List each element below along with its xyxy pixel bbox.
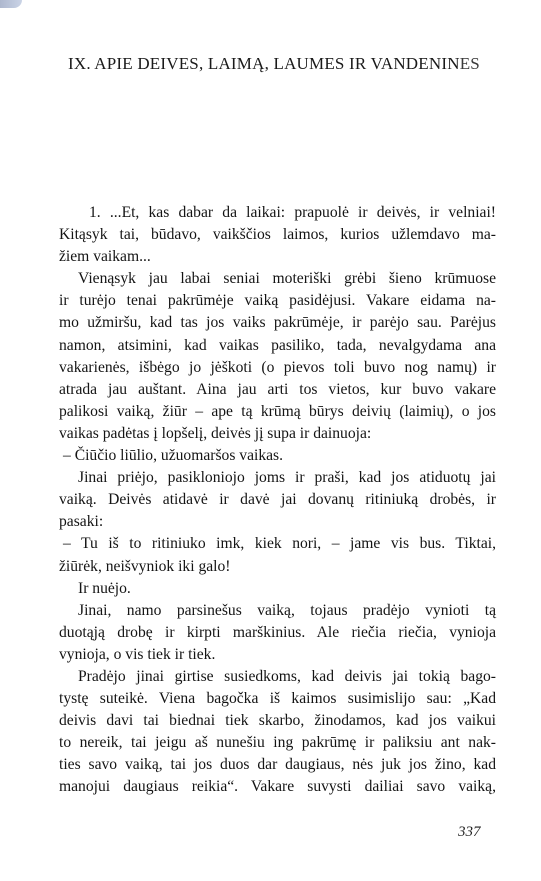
chapter-heading: [68, 54, 518, 74]
text-line: ties savo vaiką, tai jos duos dar daugiaus, nės juk jos žino, kad: [59, 756, 496, 774]
text-line: to nereik, tai jeigu aš nunešiu ing pakrūmę ir paliksiu ant nak-: [59, 734, 496, 752]
text-line: žiūrėk, neišvyniok iki galo!: [59, 557, 231, 575]
text-line: Jinai, namo parsinešus vaiką, tojaus pradėjo vynioti tą: [78, 601, 496, 619]
text-line: Vienąsyk jau labai seniai moteriški grėbi šieno krūmuose: [78, 270, 496, 288]
text-line: namon, atsimini, kad vaikas pasiliko, tada, nevalgydama ana: [59, 336, 496, 354]
body-text: [59, 202, 496, 799]
text-line: pasaki:: [59, 513, 104, 531]
text-line: ir turėjo tenai pakrūmėje vaiką pasidėjusi. Vakare eidama na-: [59, 292, 496, 310]
text-line: vaiką. Deivės atidavė ir davė jai dovanų ritiniuką drobės, ir: [59, 491, 496, 509]
scan-corner-mark: [0, 0, 22, 8]
text-line: Jinai priėjo, pasikloniojo joms ir praši, kad jos atiduotų jai: [78, 469, 496, 487]
text-line: atrada jau auštant. Aina jau arti tos vietos, kur buvo vakare: [59, 380, 496, 398]
text-line: – Tu iš to ritiniuko imk, kiek nori, – jame vis bus. Tiktai,: [63, 535, 496, 553]
text-line: vynioja, o vis tiek ir tiek.: [59, 645, 216, 663]
text-line: vakarienės, išbėgo jo jėškoti (o pievos toli buvo nog namų) ir: [59, 358, 496, 376]
chapter-heading-main: IX. APIE DEIVES, LAIMĄ, LAUMES IR VANDENIN: [68, 54, 460, 73]
text-line: vaikas padėtas į lopšelį, deivės jį supa ir dainuoja:: [59, 424, 372, 442]
text-line: – Čiūčio liūlio, užuomaršos vaikas.: [63, 447, 284, 465]
chapter-heading-tail: ES: [459, 54, 480, 73]
text-line: tystę suteikė. Viena bagočka iš kaimos susimislijo sau: „Kad: [59, 690, 496, 708]
text-line: palikosi vaiką, žiūr – ape tą krūmą būrys deivių (laimių), o jos: [59, 402, 496, 420]
text-line: duotąją drobę ir kirpti marškinius. Ale riečia riečia, vynioja: [59, 623, 496, 641]
text-line: manojui daugiaus reikia“. Vakare suvysti dailiai savo vaiką,: [59, 778, 496, 796]
text-line: deivis davi tai biednai tiek skarbo, žinodamos, kad jos vaikui: [59, 712, 496, 730]
text-line: Ir nuėjo.: [78, 579, 131, 597]
text-line: Kitąsyk tai, būdavo, vaikščios laimos, kurios užlemdavo ma-: [59, 226, 496, 244]
page-number: 337: [458, 824, 481, 840]
text-line: 1. ...Et, kas dabar da laikai: prapuolė ir deivės, ir velniai!: [89, 204, 496, 221]
text-line: Pradėjo jinai girtise susiedkoms, kad deivis jai tokią bago-: [78, 667, 496, 685]
text-line: mo užmiršu, kad tas jos vaiks pakrūmėje, ir parėjo sau. Parėjus: [59, 314, 496, 332]
text-line: žiem vaikam...: [59, 248, 151, 266]
